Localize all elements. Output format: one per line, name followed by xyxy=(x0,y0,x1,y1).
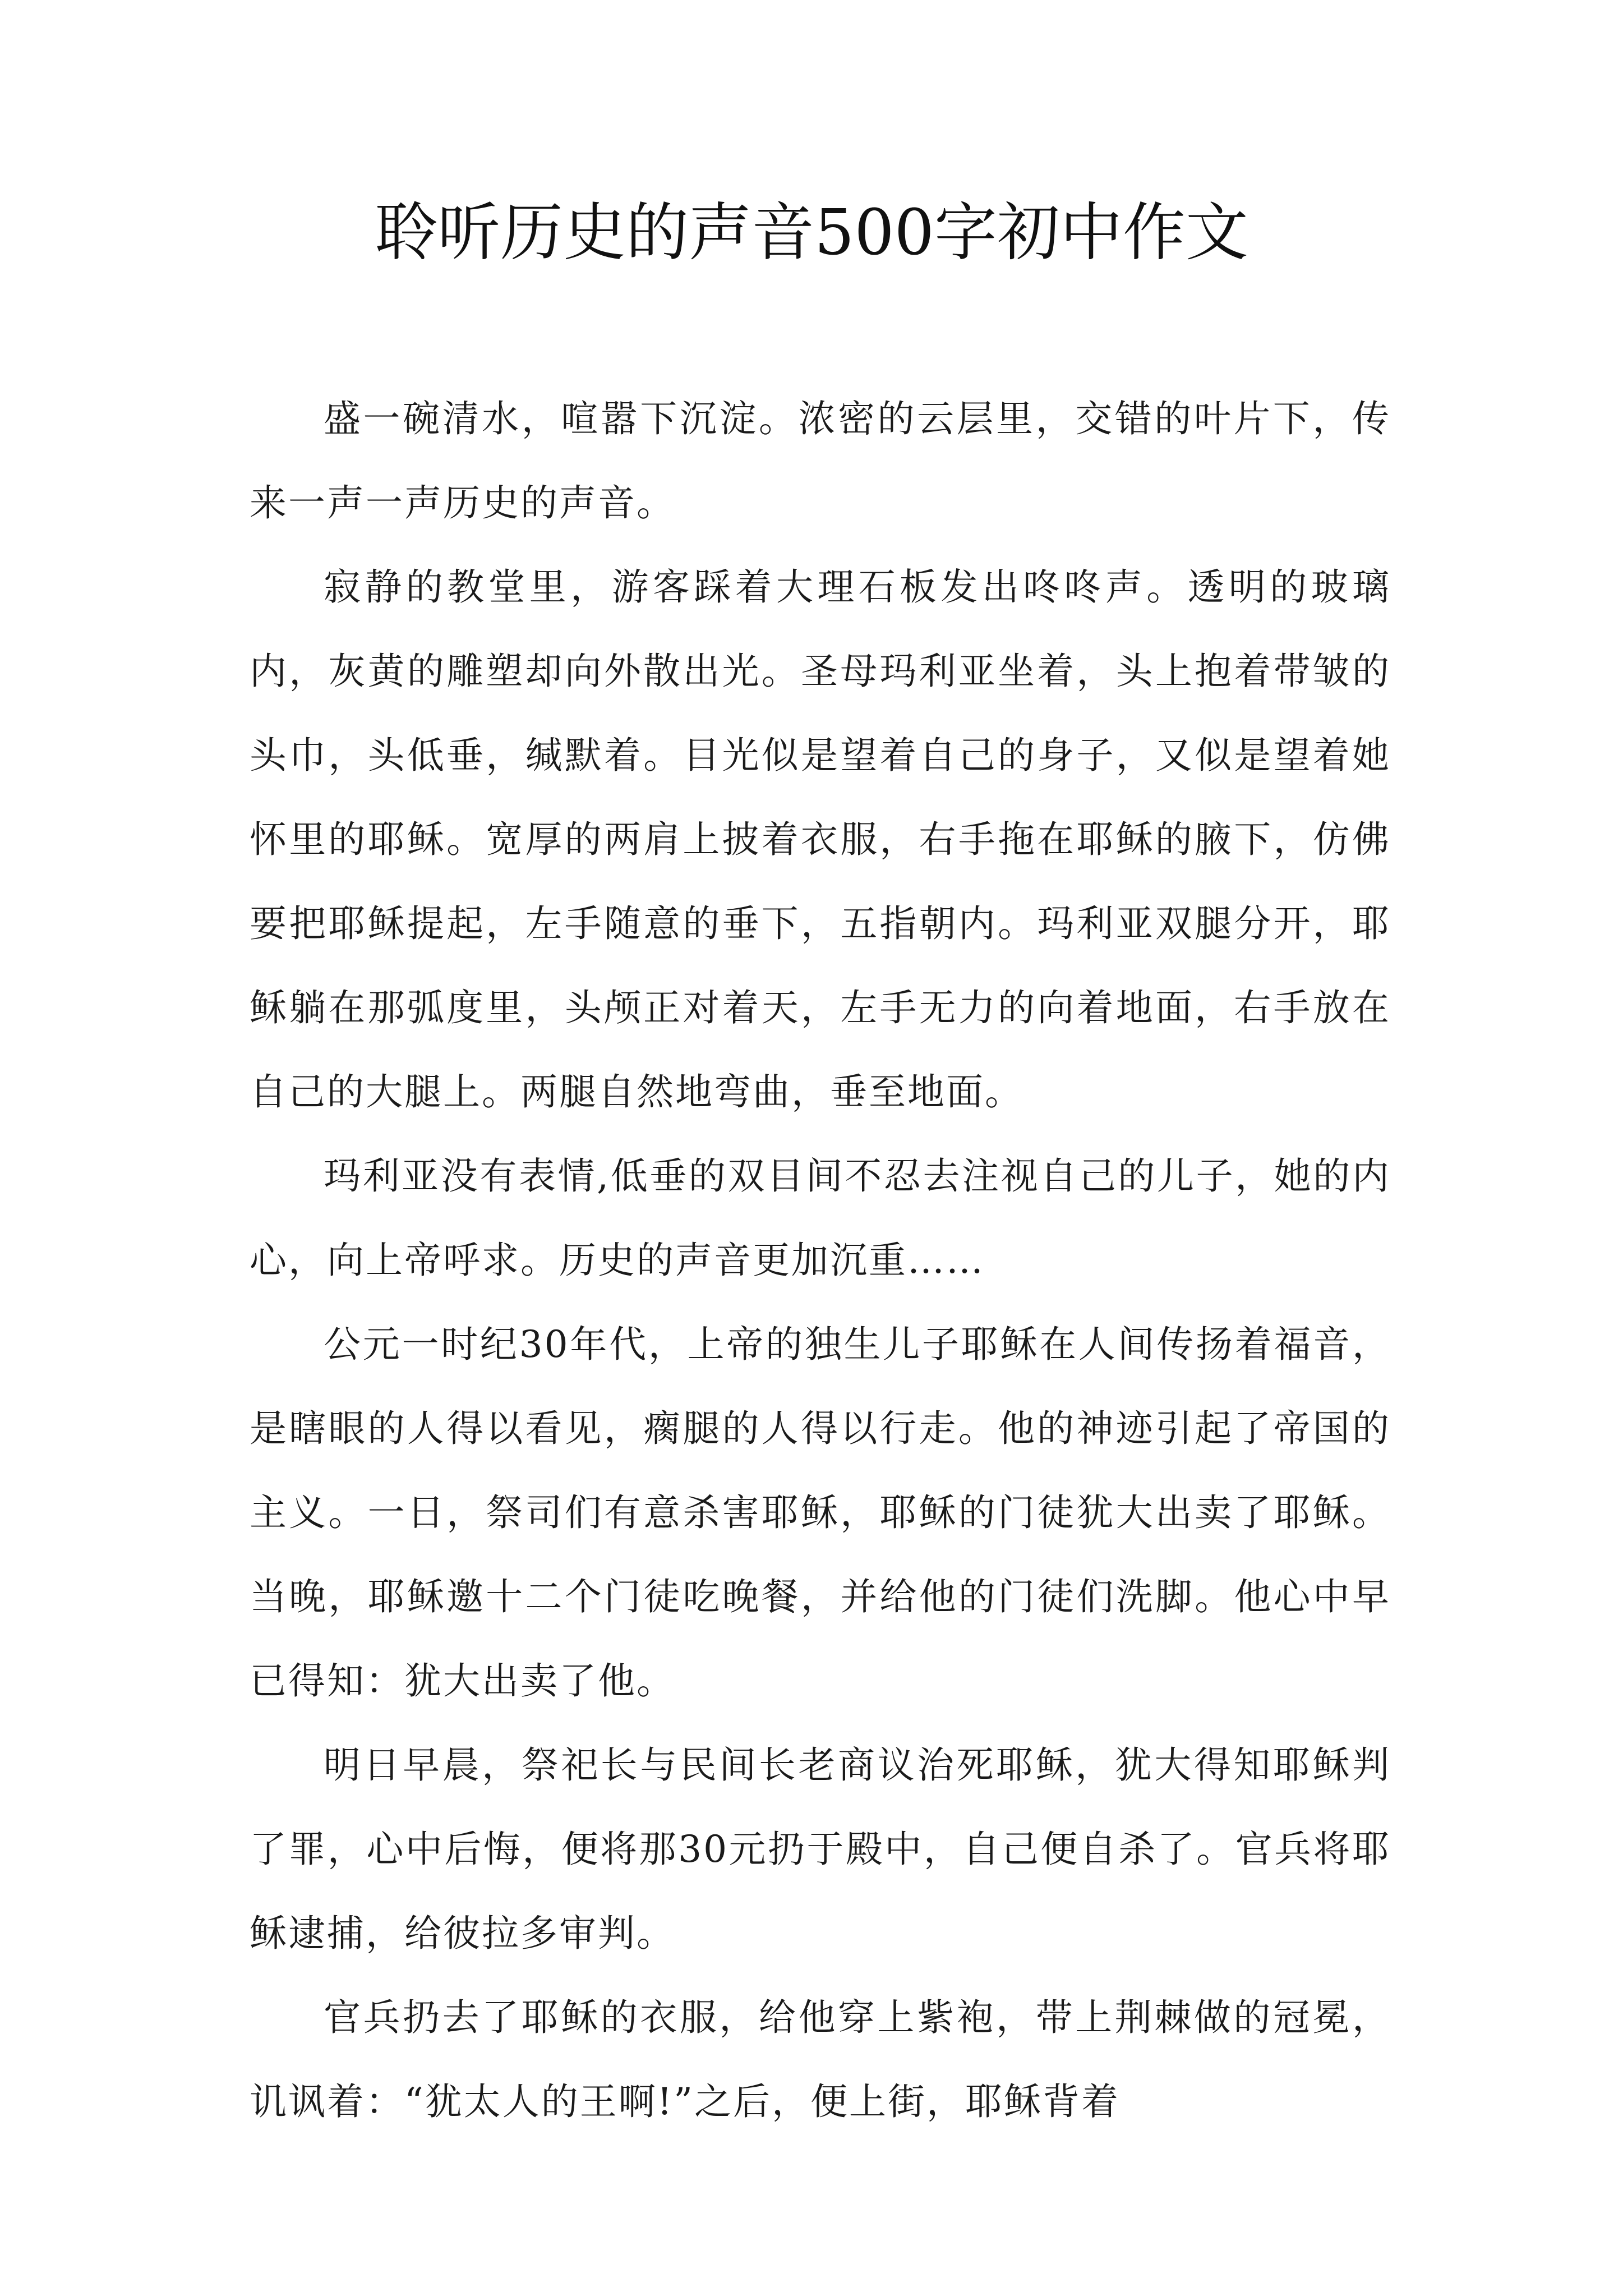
paragraph-4: 公元一时纪30年代，上帝的独生儿子耶稣在人间传扬着福音，是瞎眼的人得以看见，瘸腿的人得以行走。他的神迹引起了帝国的主义。一日，祭司们有意杀害耶稣，耶稣的门徒犹大出卖了耶稣。当晚，耶稣邀十二个门徒吃晚餐，并给他的门徒们洗脚。他心中早已得知：犹大出卖了他。 xyxy=(250,1323,1391,1703)
document-title: 聆听历史的声音500字初中作文 xyxy=(375,196,1248,269)
paragraph-5: 明日早晨，祭祀长与民间长老商议治死耶稣，犹大得知耶稣判了罪，心中后悔，便将那30元扔于殿中，自己便自杀了。官兵将耶稣逮捕，给彼拉多审判。 xyxy=(250,1743,1391,1955)
paragraph-6: 官兵扔去了耶稣的衣服，给他穿上紫袍，带上荆棘做的冠冕，讥讽着：“犹太人的王啊!”之后，便上街，耶稣背着 xyxy=(250,1996,1391,2123)
document-body xyxy=(250,377,1391,2144)
paragraph-2: 寂静的教堂里，游客踩着大理石板发出咚咚声。透明的玻璃内，灰黄的雕塑却向外散出光。圣母玛利亚坐着，头上抱着带皱的头巾，头低垂，缄默着。目光似是望着自己的身子，又似是望着她怀里的耶稣。宽厚的两肩上披着衣服，右手拖在耶稣的腋下，仿佛要把耶稣提起，左手随意的垂下，五指朝内。玛利亚双腿分开，耶稣躺在那弧度里，头颅正对着天，左手无力的向着地面，右手放在自己的大腿上。两腿自然地弯曲，垂至地面。 xyxy=(250,565,1391,1114)
paragraph-3: 玛利亚没有表情,低垂的双目间不忍去注视自己的儿子，她的内心，向上帝呼求。历史的声音更加沉重…… xyxy=(250,1154,1391,1282)
paragraph-1: 盛一碗清水，喧嚣下沉淀。浓密的云层里，交错的叶片下，传来一声一声历史的声音。 xyxy=(250,397,1391,524)
